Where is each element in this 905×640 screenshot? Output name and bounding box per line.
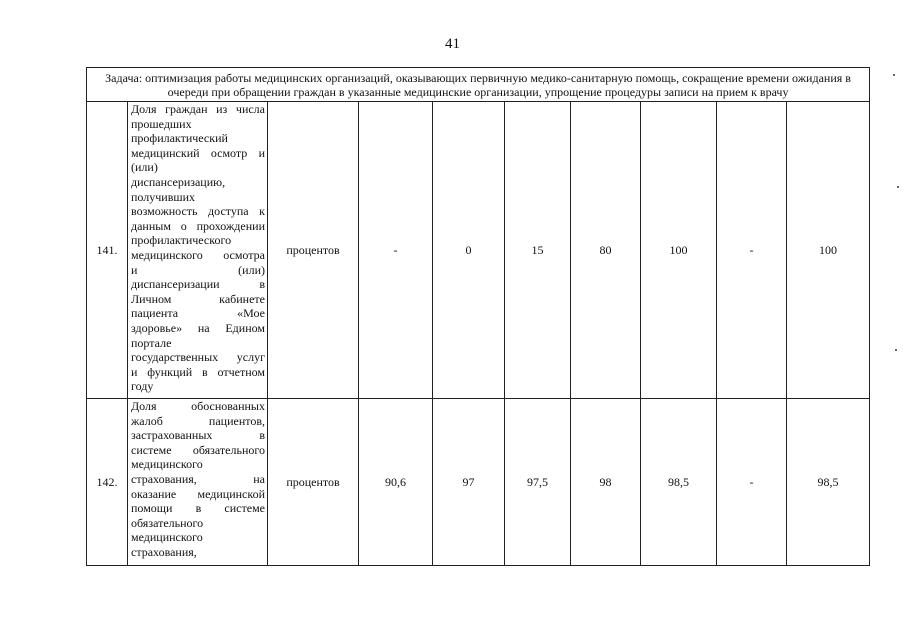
description-line: диспансеризации в <box>131 277 265 292</box>
indicators-table <box>86 67 870 566</box>
row-number: 141. <box>87 102 128 399</box>
task-text: Задача: оптимизация работы медицинских организаций, оказывающих первичную медико-санитарную помощь, сокращение времени ожидания в очереди при обращении граждан в указанные медицинские организации, упрощение процедуры записи на прием к врачу <box>87 68 870 102</box>
description-line: жалоб пациентов, <box>131 413 265 428</box>
scan-speck <box>897 186 899 188</box>
description-line: Личном кабинете <box>131 291 265 306</box>
description-line: данным о прохождении <box>131 218 265 233</box>
value-cell: - <box>717 102 787 399</box>
description-line: профилактического <box>131 233 232 248</box>
description-line: медицинского <box>131 457 203 472</box>
value-cell: 90,6 <box>359 399 433 566</box>
unit-cell: процентов <box>268 399 359 566</box>
row-number: 142. <box>87 399 128 566</box>
scan-speck <box>893 74 895 76</box>
description-line: помощи в системе <box>131 501 265 516</box>
unit-cell: процентов <box>268 102 359 399</box>
description-line: диспансеризацию, <box>131 174 226 189</box>
description-line: оказание медицинской <box>131 486 265 501</box>
value-cell: 80 <box>571 102 641 399</box>
description-line: медицинский осмотр и <box>131 145 265 160</box>
description-line: медицинского <box>131 530 203 545</box>
scan-speck <box>895 349 897 351</box>
value-cell: - <box>717 399 787 566</box>
description-line: возможность доступа к <box>131 204 265 219</box>
value-cell: 97,5 <box>505 399 571 566</box>
indicator-description <box>128 102 268 399</box>
description-line: застрахованных в <box>131 428 265 443</box>
value-cell: 100 <box>787 102 870 399</box>
indicator-description <box>128 399 268 566</box>
task-row <box>87 68 870 102</box>
description-line: году <box>131 379 154 394</box>
description-line: прошедших <box>131 116 192 131</box>
description-line: Доля обоснованных <box>131 399 265 413</box>
description-line: государственных услуг <box>131 350 265 365</box>
description-line: и функций в отчетном <box>131 364 265 379</box>
page-number: 41 <box>445 36 460 52</box>
table-row <box>87 399 870 566</box>
description-line: Доля граждан из числа <box>131 102 265 116</box>
value-cell: 98,5 <box>641 399 717 566</box>
description-line: (или) <box>131 160 158 175</box>
description-line: страхования, <box>131 544 197 559</box>
table-row <box>87 102 870 399</box>
value-cell: 100 <box>641 102 717 399</box>
description-line: страхования, на <box>131 471 265 486</box>
description-line: здоровье» на Едином <box>131 320 265 335</box>
value-cell: 98 <box>571 399 641 566</box>
description-line: профилактический <box>131 131 228 146</box>
value-cell: 15 <box>505 102 571 399</box>
value-cell: 98,5 <box>787 399 870 566</box>
description-line: получивших <box>131 189 196 204</box>
description-line: портале <box>131 335 172 350</box>
description-line: системе обязательного <box>131 442 265 457</box>
description-line: и (или) <box>131 262 265 277</box>
description-line: обязательного <box>131 515 204 530</box>
description-line: пациента «Мое <box>131 306 265 321</box>
description-line: медицинского осмотра <box>131 247 265 262</box>
value-cell: 97 <box>433 399 505 566</box>
value-cell: 0 <box>433 102 505 399</box>
value-cell: - <box>359 102 433 399</box>
